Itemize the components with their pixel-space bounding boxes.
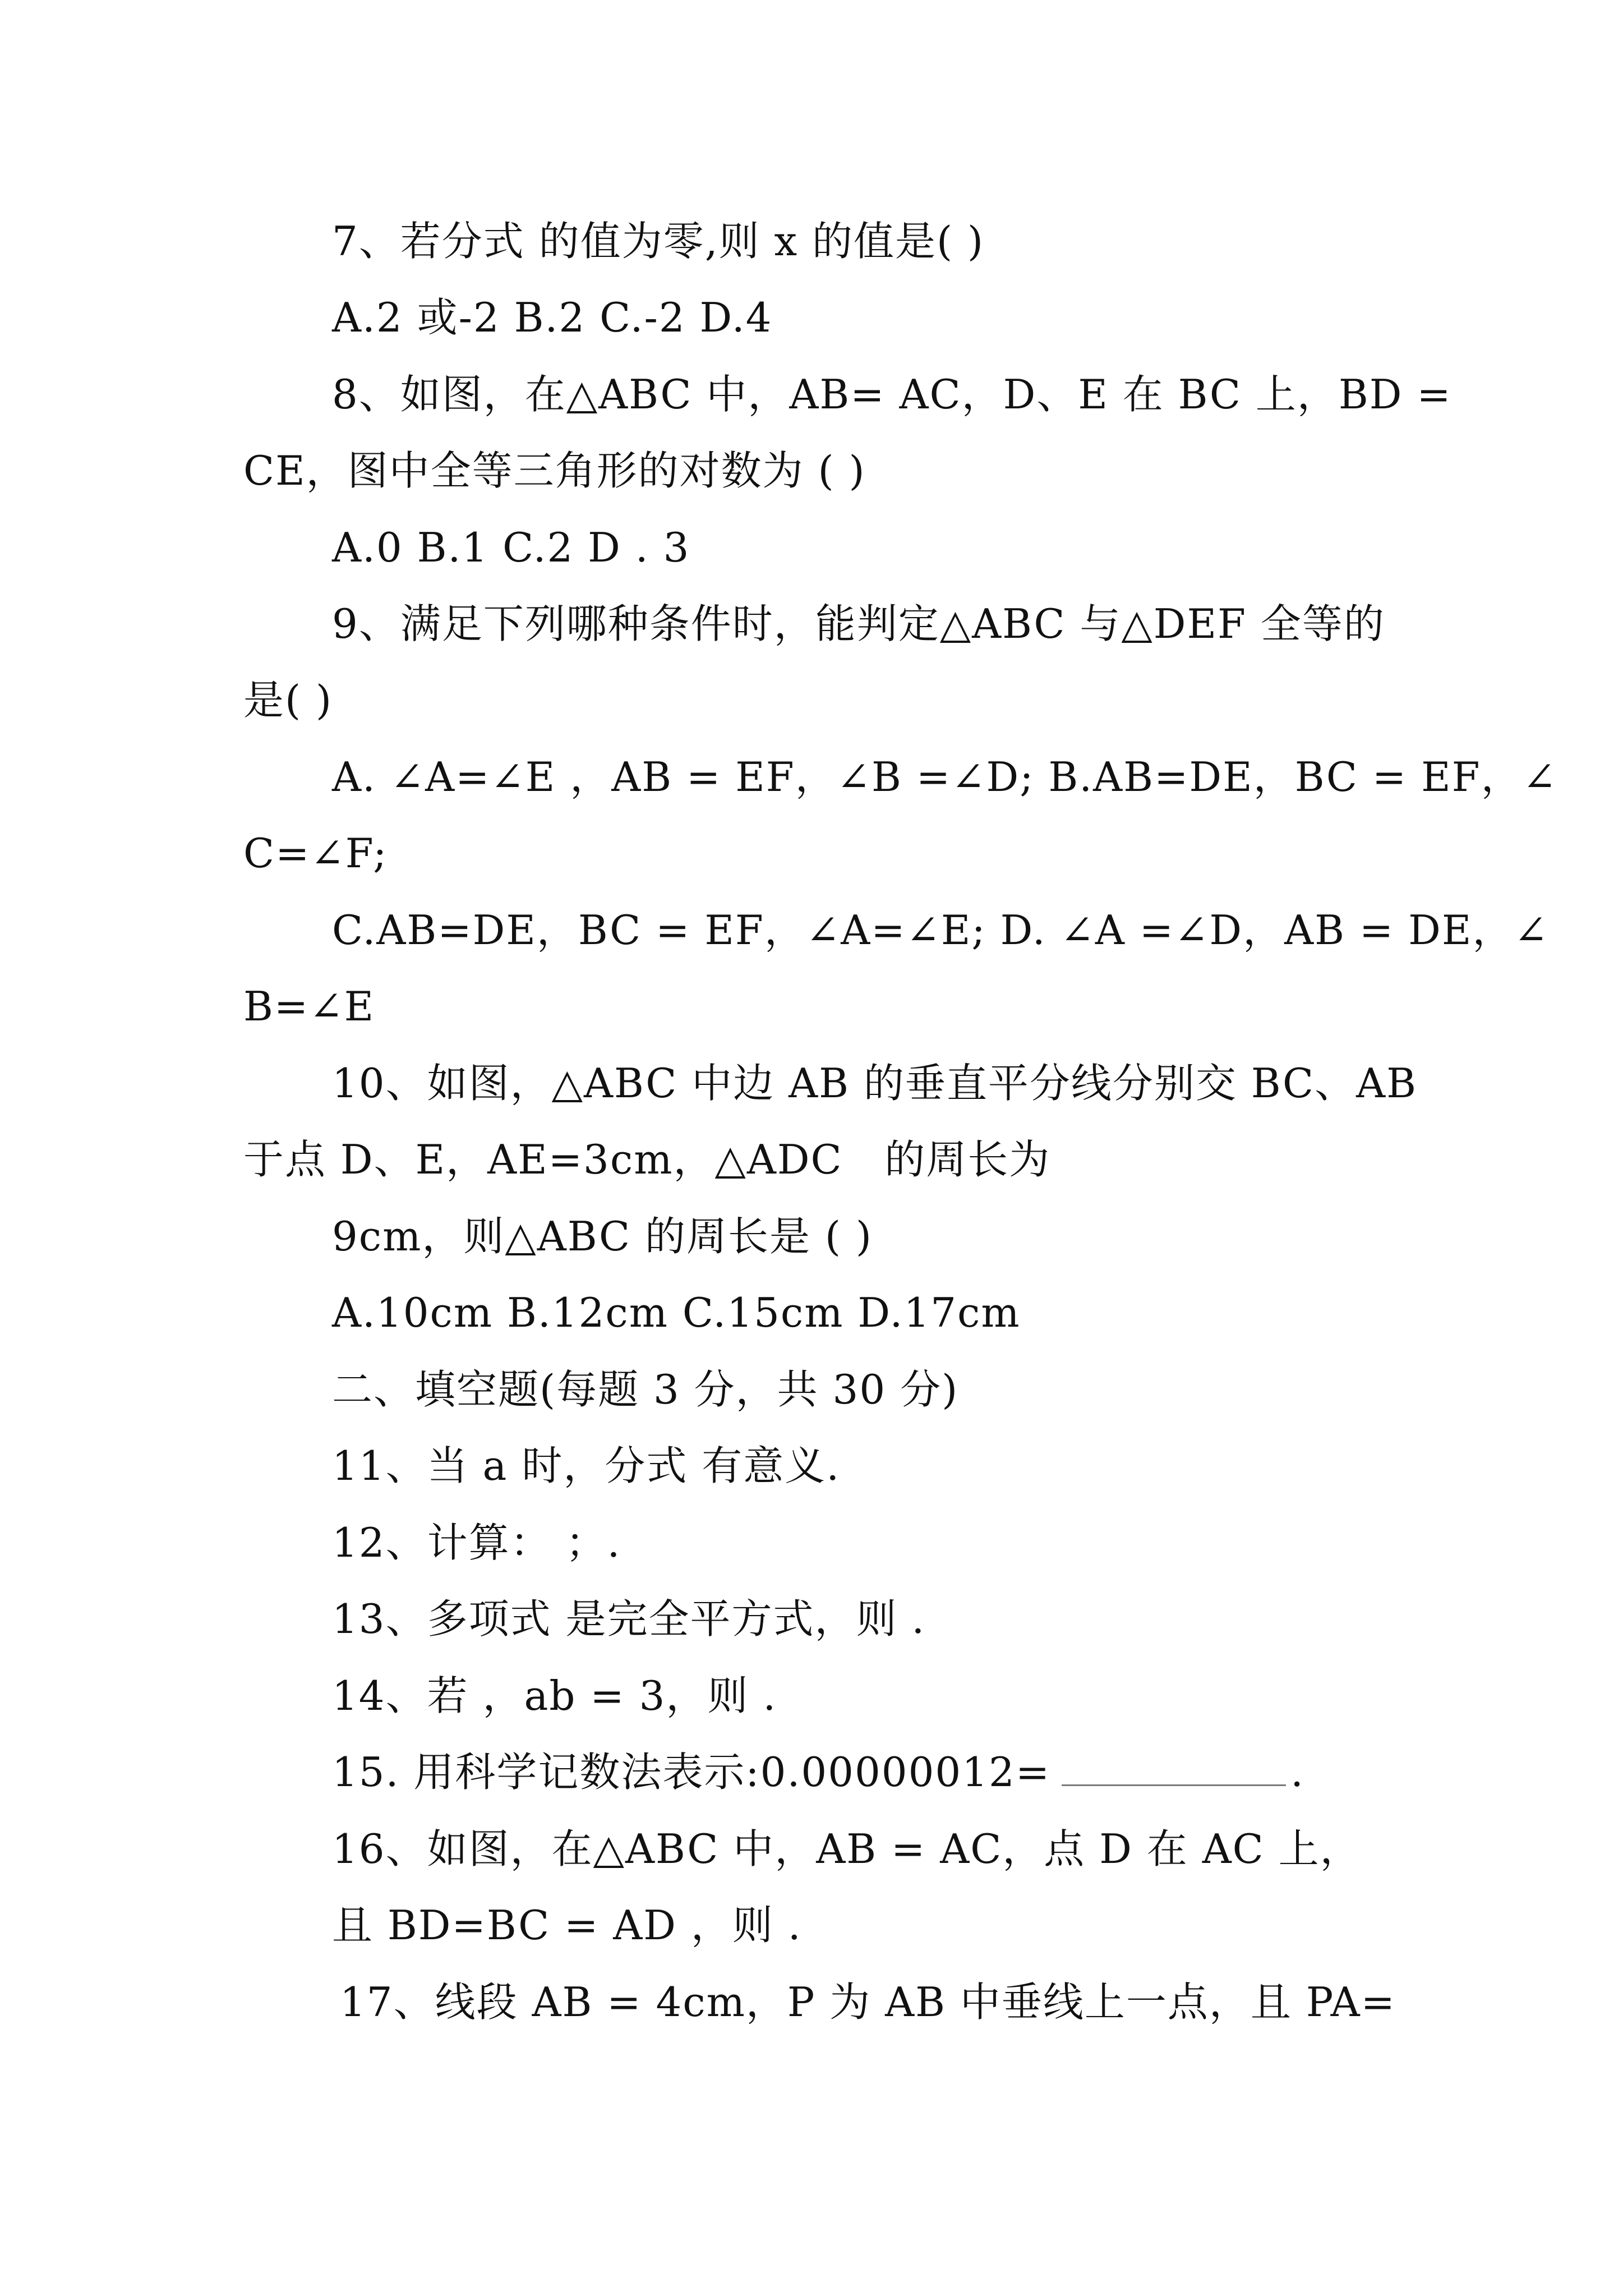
q10-stem-line3: 9cm，则△ABC 的周长是 ( ) — [332, 1213, 873, 1260]
q15-answer-blank — [1062, 1782, 1286, 1786]
q9-stem-line1: 9、满足下列哪种条件时，能判定△ABC 与△DEF 全等的 — [332, 600, 1385, 647]
q16-stem-line1: 16、如图，在△ABC 中，AB = AC，点 D 在 AC 上， — [332, 1825, 1362, 1872]
q11: 11、当 a 时，分式 有意义. — [332, 1442, 841, 1489]
q10-options: A.10cm B.12cm C.15cm D.17cm — [332, 1289, 1021, 1336]
q15 — [332, 1747, 1304, 1797]
q9-options-ab-line1: A. ∠A=∠E ，AB = EF，∠B =∠D; B.AB=DE，BC = EF，∠ — [332, 753, 1557, 800]
q12: 12、计算： ；. — [332, 1519, 621, 1566]
q9-options-ab-line2: C=∠F; — [243, 830, 388, 877]
q7-stem: 7、若分式 的值为零,则 x 的值是( ) — [332, 218, 985, 265]
section-2-heading: 二、填空题(每题 3 分，共 30 分) — [332, 1366, 959, 1413]
q8-options: A.0 B.1 C.2 D . 3 — [332, 524, 690, 571]
q14: 14、若 ，ab = 3，则 . — [332, 1672, 777, 1719]
q15-period: . — [1290, 1749, 1305, 1796]
q9-options-cd-line2: B=∠E — [243, 983, 375, 1030]
q13: 13、多项式 是完全平方式，则 . — [332, 1595, 926, 1642]
q9-stem-line2: 是( ) — [243, 677, 333, 724]
q10-stem-line1: 10、如图，△ABC 中边 AB 的垂直平分线分别交 BC、AB — [332, 1060, 1418, 1107]
q9-options-cd-line1: C.AB=DE，BC = EF，∠A=∠E; D. ∠A =∠D，AB = DE，∠ — [332, 907, 1549, 954]
q10-stem-line2: 于点 D、E，AE=3cm，△ADC 的周长为 — [243, 1136, 1051, 1183]
q8-stem-line2: CE，图中全等三角形的对数为 ( ) — [243, 447, 866, 494]
q8-stem-line1: 8、如图，在△ABC 中，AB= AC，D、E 在 BC 上，BD = — [332, 371, 1452, 418]
q15-text: 15. 用科学记数法表示:0.00000012= — [332, 1749, 1051, 1796]
q16-stem-line2: 且 BD=BC = AD ，则 . — [332, 1902, 802, 1949]
q7-options: A.2 或-2 B.2 C.-2 D.4 — [332, 294, 773, 341]
q17-stem: 17、线段 AB = 4cm，P 为 AB 中垂线上一点，且 PA= — [340, 1978, 1396, 2026]
